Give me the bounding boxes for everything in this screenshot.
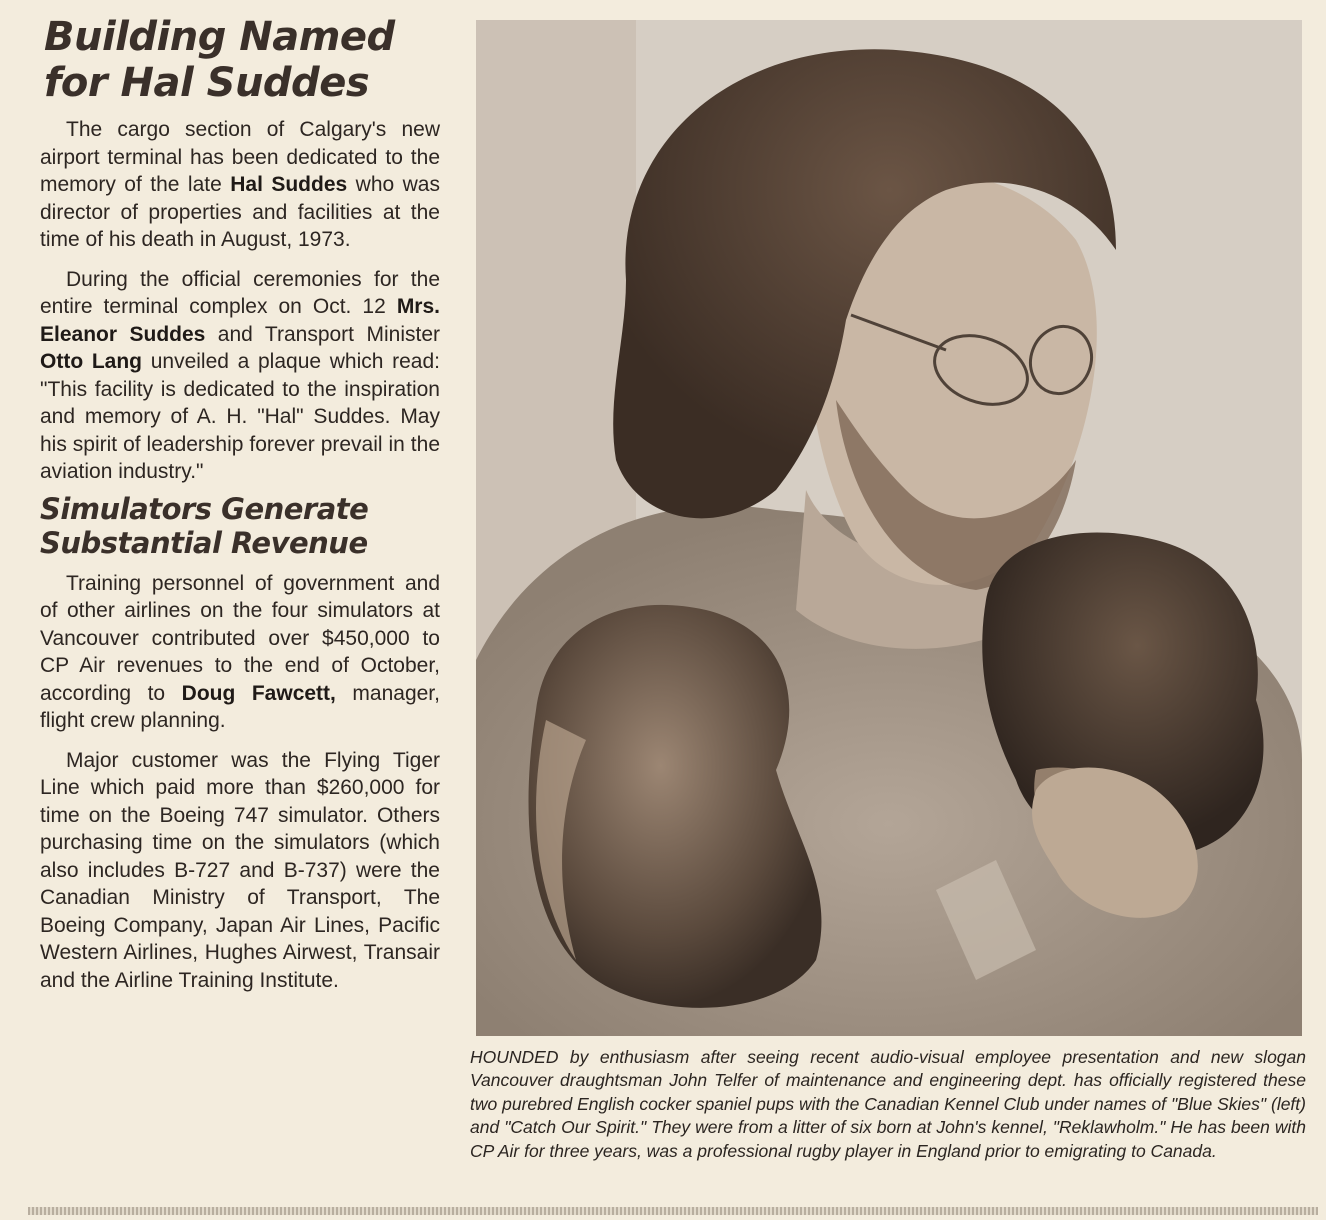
article-paragraph: Major customer was the Flying Tiger Line which paid more than $260,000 for time on the Boeing 747 simulator. Others purchasing time on the simulators (which also includes B-727 and B-737) were the Canadian Ministry of Transport, The Boeing Company, Japan Air Lines, Pacific Western Airlines, Hughes Airwest, Transair and the Airline Training Institute. — [40, 748, 440, 992]
article-paragraph: During the official ceremonies for the entire terminal complex on Oct. 12 Mrs. Eleanor Suddes and Transport Minister Otto Lang unveiled a plaque which read: "This facility is dedicated to the inspiration and memory of A. H. "Hal" Suddes. May his spirit of leadership forever prevail in the aviation industry." — [40, 267, 440, 483]
person-name: Doug Fawcett, — [181, 681, 336, 705]
bottom-rule — [28, 1207, 1318, 1215]
photo-man-with-puppies — [476, 20, 1302, 1036]
headline-line-2: Substantial Revenue — [40, 525, 368, 560]
article-paragraph: The cargo section of Calgary's new airport terminal has been dedicated to the memory of the late Hal Suddes who was director of properties and facilities at the time of his death in August, 1973. — [40, 118, 440, 251]
headline-line-1: Building Named — [44, 14, 395, 60]
headline-line-1: Simulators Generate — [40, 491, 369, 526]
article-headline — [44, 14, 440, 106]
person-name: Otto Lang — [40, 350, 143, 373]
person-name: Mrs. Eleanor Suddes — [40, 295, 440, 346]
photo-caption: HOUNDED by enthusiasm after seeing recent audio-visual employee presentation and new slogan Vancouver draughtsman John Telfer of maintenance and engineering dept. has officially registered these two purebred English cocker spaniel pups with the Canadian Kennel Club under names of "Blue Skies" (left) and "Catch Our Spirit." They were from a litter of six born at John's kennel, "Reklawholm." He has been with CP Air for three years, was a professional rugby player in England prior to emigrating to Canada. — [470, 1047, 1306, 1161]
left-column — [40, 14, 440, 994]
headline-line-2: for Hal Suddes — [44, 60, 370, 106]
article-paragraph: Training personnel of government and of other airlines on the four simulators at Vancouver contributed over $450,000 to CP Air revenues to the end of October, according to Doug Fawcett, manager, flight crew planning. — [40, 571, 440, 732]
photo-illustration — [476, 20, 1302, 1036]
article-headline — [40, 492, 460, 560]
person-name: Hal Suddes — [230, 173, 348, 196]
